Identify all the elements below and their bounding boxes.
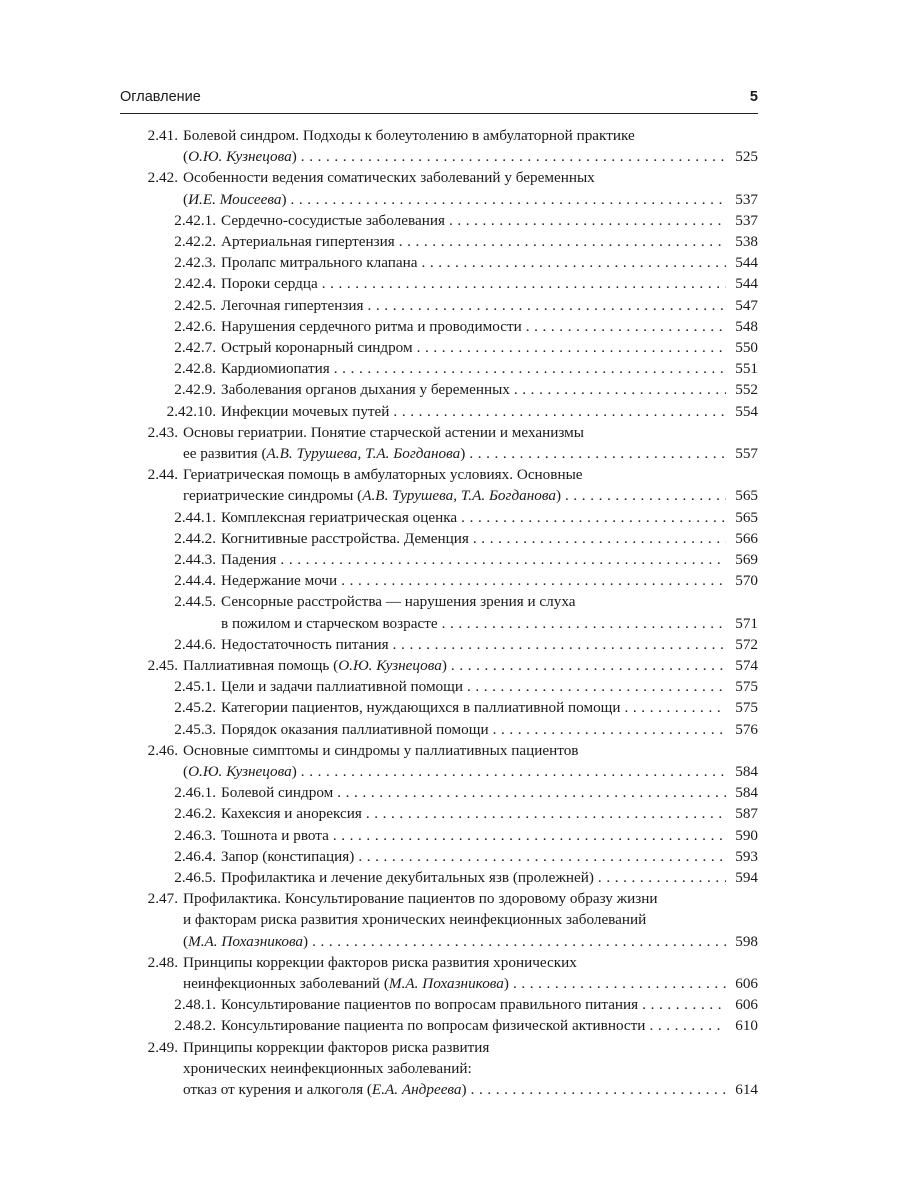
dot-leader xyxy=(280,549,726,570)
toc-entry-number: 2.49. xyxy=(147,1038,178,1056)
toc-entry-number: 2.44.3. xyxy=(174,551,216,568)
toc-entry-page: 537 xyxy=(735,190,758,208)
toc-entry-title: Падения xyxy=(221,551,277,568)
toc-entry-title-line: Особенности ведения соматических заболеваний у беременных xyxy=(183,169,595,187)
running-head xyxy=(120,89,758,105)
toc-entry-last-line xyxy=(221,1015,758,1036)
toc-entry-title: гериатрические синдромы xyxy=(183,487,354,505)
toc-entry-last-line: Паллиативная помощь (О.Ю. Кузнецова) . . . 574 xyxy=(183,655,758,676)
toc-entry-title-line: Основные симптомы и синдромы у паллиативных пациентов xyxy=(183,741,579,759)
toc-entry-title: Недостаточность питания xyxy=(221,635,389,653)
toc-entry-number: 2.42. xyxy=(147,169,178,187)
toc-entry-title-line: и факторам риска развития хронических неинфекционных заболеваний xyxy=(183,911,647,929)
toc-entry-page: 575 xyxy=(735,699,758,717)
toc-entry-page: 598 xyxy=(735,932,758,950)
toc-entry-title: Нарушения сердечного ритма и проводимости xyxy=(221,317,522,335)
dot-leader xyxy=(493,719,726,740)
toc-entry-number: 2.46.2. xyxy=(174,805,216,823)
toc-entry-last-line xyxy=(221,782,758,803)
dot-leader xyxy=(337,782,726,803)
toc-entry-page: 587 xyxy=(735,805,758,823)
toc-entry-number: 2.44.6. xyxy=(174,635,216,653)
toc-entry-title: Заболевания органов дыхания у беременных xyxy=(221,381,510,399)
page-number: 5 xyxy=(749,89,758,105)
dot-leader xyxy=(471,1079,726,1100)
toc-entry-title: отказ от курения и алкоголя xyxy=(183,1081,364,1098)
dot-leader xyxy=(312,931,726,952)
toc-entry-title-line: Принципы коррекции факторов риска развития xyxy=(183,1038,490,1056)
toc-entry-number: 2.48. xyxy=(147,953,178,971)
toc-entry-title: неинфекционных заболеваний xyxy=(183,975,381,992)
toc-entry-page: 610 xyxy=(735,1017,758,1035)
toc-entry-title-line: Профилактика. Консультирование пациентов по здоровому образу жизни xyxy=(183,890,658,908)
dot-leader xyxy=(514,379,726,400)
toc-entry-author: А.В. Турушева, Т.А. Богданова xyxy=(266,445,461,462)
toc-entry-number: 2.44. xyxy=(147,466,178,484)
toc-entry-title-line: Гериатрическая помощь в амбулаторных условиях. Основные xyxy=(183,466,583,484)
toc-entry-page: 593 xyxy=(735,847,758,865)
toc-entry-title: Кардиомиопатия xyxy=(221,360,330,378)
toc-entry-title-line: хронических неинфекционных заболеваний: xyxy=(183,1059,472,1077)
dot-leader xyxy=(358,846,726,867)
toc-entry-last-line xyxy=(221,528,758,549)
toc-entry-number: 2.46.3. xyxy=(174,826,216,844)
toc-entry-title: Паллиативная помощь xyxy=(183,657,330,674)
toc-entry-page: 548 xyxy=(735,317,758,335)
dot-leader xyxy=(565,485,726,506)
toc-entry-title: Легочная гипертензия xyxy=(221,296,364,314)
toc-entry-title-line: Сенсорные расстройства — нарушения зрения и слуха xyxy=(221,593,576,611)
toc-entry-title: Цели и задачи паллиативной помощи xyxy=(221,678,463,696)
toc-entry-last-line xyxy=(221,867,758,888)
toc-entry-page: 584 xyxy=(735,763,758,780)
toc-entry-number: 2.42.2. xyxy=(174,233,216,250)
dot-leader xyxy=(421,252,726,273)
toc-entry-number: 2.44.2. xyxy=(174,529,216,547)
toc-entry-page: 566 xyxy=(735,529,758,547)
toc-entry-title: Артериальная гипертензия xyxy=(221,233,395,250)
toc-entry-last-line xyxy=(221,252,758,273)
toc-entry-title: Запор (констипация) xyxy=(221,847,355,865)
toc-entry-number: 2.44.5. xyxy=(174,593,216,611)
toc-entry-last-line xyxy=(221,358,758,379)
toc-entry-title: Пороки сердца xyxy=(221,275,318,293)
toc-entry-title: в пожилом и старческом возрасте xyxy=(221,614,438,632)
toc-entry-number: 2.45. xyxy=(147,657,178,674)
toc-entry-title: ее развития xyxy=(183,445,258,462)
toc-entry-last-line xyxy=(221,697,758,718)
dot-leader xyxy=(368,295,726,316)
toc-entry-number: 2.42.5. xyxy=(174,296,216,314)
toc-entry-page: 590 xyxy=(735,826,758,844)
toc-entry-number: 2.45.3. xyxy=(174,720,216,738)
toc-entry-last-line xyxy=(221,803,758,824)
toc-entry-author: М.А. Похазникова xyxy=(388,975,504,992)
toc-entry-page: 569 xyxy=(735,551,758,568)
toc-entry-title: Болевой синдром xyxy=(221,784,334,802)
toc-entry-number: 2.42.1. xyxy=(174,211,216,229)
toc-entry-page: 575 xyxy=(735,678,758,696)
toc-entry-number: 2.48.2. xyxy=(174,1017,216,1035)
toc-entry-page: 554 xyxy=(735,402,758,420)
toc-entry-last-line xyxy=(221,210,758,231)
toc-entry-last-line xyxy=(221,549,758,570)
dot-leader xyxy=(598,867,726,888)
dot-leader xyxy=(366,803,726,824)
toc-entry-last-line xyxy=(221,273,758,294)
toc-entry-title: Острый коронарный синдром xyxy=(221,339,413,356)
toc-entry-page: 552 xyxy=(735,381,758,399)
toc-entry-author: М.А. Похазникова xyxy=(188,932,304,950)
toc-entry-number: 2.42.8. xyxy=(174,360,216,378)
toc-entry-number: 2.44.1. xyxy=(174,508,216,526)
toc-entry-title: Тошнота и рвота xyxy=(221,826,329,844)
dot-leader xyxy=(322,273,726,294)
toc-entry-title: Порядок оказания паллиативной помощи xyxy=(221,720,489,738)
toc-entry-last-line xyxy=(221,994,758,1015)
toc-entry-page: 537 xyxy=(735,211,758,229)
toc-entry-last-line: (М.А. Похазникова) . . . 598 xyxy=(183,931,758,952)
toc-entry-page: 576 xyxy=(735,720,758,738)
toc-entry-author: О.Ю. Кузнецова xyxy=(188,763,292,780)
toc-entry-number: 2.43. xyxy=(147,423,178,441)
toc-entry-number: 2.42.9. xyxy=(174,381,216,399)
toc-entry-page: 584 xyxy=(735,784,758,802)
toc-entry-title: Категории пациентов, нуждающихся в паллиативной помощи xyxy=(221,699,621,717)
toc-entry-number: 2.46. xyxy=(147,741,178,759)
toc-entry-last-line xyxy=(221,634,758,655)
toc-entry-author: О.Ю. Кузнецова xyxy=(188,148,292,166)
dot-leader xyxy=(393,634,726,655)
toc-entry-page: 557 xyxy=(735,445,758,462)
toc-entry-number: 2.44.4. xyxy=(174,572,216,590)
toc-entry-page: 570 xyxy=(735,572,758,590)
toc-entry-number: 2.45.2. xyxy=(174,699,216,717)
toc-entry-title: Инфекции мочевых путей xyxy=(221,402,390,420)
toc-entry-last-line: гериатрические синдромы (А.В. Турушева, Т.А. Богданова) . . . 565 xyxy=(183,485,758,506)
toc-entry-number: 2.46.4. xyxy=(174,847,216,865)
dot-leader xyxy=(526,316,726,337)
toc-entry-title: Сердечно-сосудистые заболевания xyxy=(221,211,445,229)
dot-leader xyxy=(449,210,726,231)
toc-entry-page: 550 xyxy=(735,339,758,356)
toc-entry-title: Кахексия и анорексия xyxy=(221,805,362,823)
toc-entry-number: 2.42.10. xyxy=(166,402,216,420)
toc-entry-title: Профилактика и лечение декубитальных язв (пролежней) xyxy=(221,869,594,886)
dot-leader xyxy=(625,697,726,718)
toc-entry-number: 2.48.1. xyxy=(174,996,216,1014)
dot-leader xyxy=(513,973,726,994)
dot-leader xyxy=(417,337,726,358)
section-title: Оглавление xyxy=(120,89,201,105)
toc-entry-page: 606 xyxy=(735,975,758,992)
toc-entry-number: 2.42.6. xyxy=(174,317,216,335)
toc-entry-page: 538 xyxy=(735,233,758,250)
toc-entry-title: Консультирование пациента по вопросам физической активности xyxy=(221,1017,646,1035)
toc-entry-title-line: Принципы коррекции факторов риска развития хронических xyxy=(183,953,577,971)
toc-entry-last-line xyxy=(221,719,758,740)
toc-entry-page: 544 xyxy=(735,275,758,293)
toc-entry-title-line: Основы гериатрии. Понятие старческой астении и механизмы xyxy=(183,423,584,441)
toc-entry-last-line xyxy=(221,401,758,422)
dot-leader xyxy=(469,443,726,464)
toc-entry-last-line xyxy=(221,295,758,316)
toc-entry-number: 2.42.4. xyxy=(174,275,216,293)
toc-entry-author: Е.А. Андреева xyxy=(371,1081,462,1098)
toc-entry-author: И.Е. Моисеева xyxy=(188,190,282,208)
toc-entry-title: Когнитивные расстройства. Деменция xyxy=(221,529,469,547)
toc-entry-page: 551 xyxy=(735,360,758,378)
dot-leader xyxy=(341,570,726,591)
dot-leader xyxy=(301,146,726,167)
dot-leader xyxy=(393,401,726,422)
toc-entry-page: 574 xyxy=(735,657,758,674)
dot-leader xyxy=(301,761,726,782)
toc-entry-last-line xyxy=(221,570,758,591)
dot-leader xyxy=(399,231,726,252)
header-rule xyxy=(120,113,758,114)
dot-leader xyxy=(442,613,726,634)
dot-leader xyxy=(334,358,726,379)
toc-entry-page: 547 xyxy=(735,296,758,314)
toc-entry-last-line xyxy=(221,337,758,358)
toc-entry-page: 571 xyxy=(735,614,758,632)
toc-entry-author: А.В. Турушева, Т.А. Богданова xyxy=(362,487,556,505)
toc-entry-page: 606 xyxy=(735,996,758,1014)
toc-entry-title: Комплексная гериатрическая оценка xyxy=(221,508,458,526)
toc-entry-page: 565 xyxy=(735,487,758,505)
toc-entry-last-line xyxy=(221,846,758,867)
toc-entry-page: 525 xyxy=(735,148,758,166)
toc-entry-last-line: ее развития (А.В. Турушева, Т.А. Богданова) . . . 557 xyxy=(183,443,758,464)
dot-leader xyxy=(642,994,726,1015)
toc-entry-title-line: Болевой синдром. Подходы к болеутолению в амбулаторной практике xyxy=(183,127,635,144)
toc-entry-last-line xyxy=(221,676,758,697)
dot-leader xyxy=(451,655,726,676)
toc-entry-number: 2.47. xyxy=(147,890,178,908)
toc-entry-last-line xyxy=(221,613,758,634)
toc-entry-author: О.Ю. Кузнецова xyxy=(338,657,442,674)
toc-entry-page: 572 xyxy=(735,635,758,653)
toc-entry-number: 2.42.7. xyxy=(174,339,216,356)
toc-entry-number: 2.46.5. xyxy=(174,869,216,886)
toc-entry-number: 2.41. xyxy=(147,127,178,144)
dot-leader xyxy=(473,528,726,549)
toc-entry-last-line: неинфекционных заболеваний (М.А. Похазникова) . . . 606 xyxy=(183,973,758,994)
dot-leader xyxy=(649,1015,726,1036)
toc-entry-last-line xyxy=(221,379,758,400)
toc-entry-last-line: отказ от курения и алкоголя (Е.А. Андреева) . . . 614 xyxy=(183,1079,758,1100)
toc-entry-page: 565 xyxy=(735,508,758,526)
toc-entry-page: 614 xyxy=(735,1081,758,1098)
toc-entry-title: Недержание мочи xyxy=(221,572,338,590)
toc-entry-number: 2.46.1. xyxy=(174,784,216,802)
toc-entry-page: 594 xyxy=(735,869,758,886)
toc-entry-last-line: (О.Ю. Кузнецова) . . . 525 xyxy=(183,146,758,167)
toc-entry-number: 2.42.3. xyxy=(174,254,216,272)
dot-leader xyxy=(467,676,726,697)
dot-leader xyxy=(333,825,726,846)
toc-entry-last-line xyxy=(221,231,758,252)
dot-leader xyxy=(291,189,727,210)
toc-entry-last-line: (О.Ю. Кузнецова) . . . 584 xyxy=(183,761,758,782)
toc-entry-title: Консультирование пациентов по вопросам правильного питания xyxy=(221,996,639,1014)
dot-leader xyxy=(461,507,726,528)
toc-entry-last-line: (И.Е. Моисеева) . . . 537 xyxy=(183,189,758,210)
toc-entry-last-line xyxy=(221,316,758,337)
toc-entry-last-line xyxy=(221,507,758,528)
toc-entry-last-line xyxy=(221,825,758,846)
toc-entry-number: 2.45.1. xyxy=(174,678,216,696)
toc-entry-title: Пролапс митрального клапана xyxy=(221,254,418,272)
toc-entry-page: 544 xyxy=(735,254,758,272)
